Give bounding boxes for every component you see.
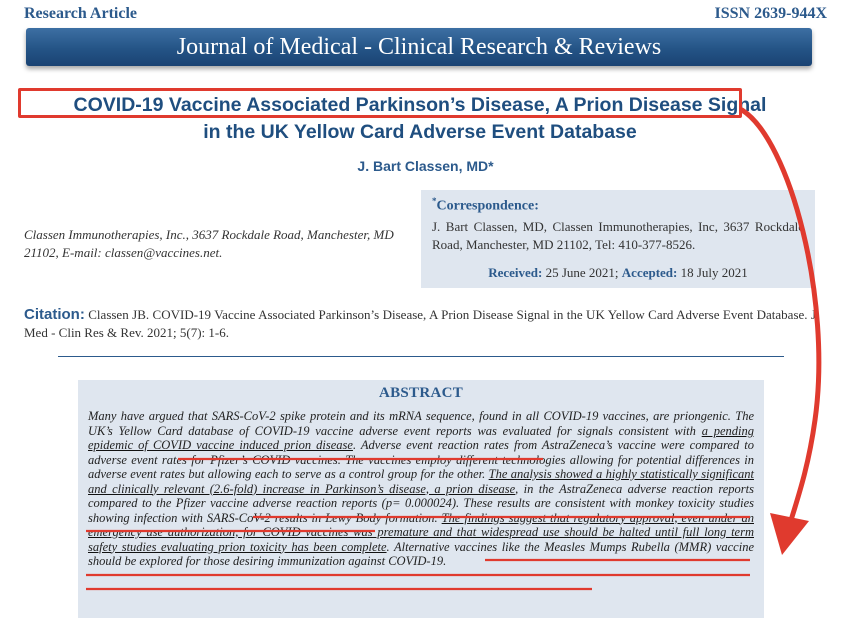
correspondence-asterisk: * — [432, 196, 437, 206]
abstract-underlined-1: a pending epidemic of COVID vaccine induced prion disease — [88, 423, 754, 452]
article-title-line-2: in the UK Yellow Card Adverse Event Database — [203, 121, 637, 143]
citation — [24, 306, 816, 342]
accepted-label: Accepted: — [621, 265, 678, 280]
title-highlight-box — [18, 88, 742, 118]
author-name: J. Bart Classen, MD* — [357, 158, 494, 174]
section-divider — [58, 356, 784, 357]
correspondence-text: J. Bart Classen, MD, Classen Immunotherapies, Inc, 3637 Rockdale Road, Manchester, MD 21102, Tel: 410-377-8526. — [432, 219, 804, 252]
article-type-label: Research Article — [24, 5, 137, 22]
abstract-underlined-3: The findings suggest that regulatory approval, even under an emergency use authorization, for COVID vaccines was premature and that widespread use should be halted until full long term safety studies evaluating prion toxicity has been complete — [88, 510, 754, 554]
citation-text: Classen JB. COVID-19 Vaccine Associated Parkinson’s Disease, A Prion Disease Signal in the UK Yellow Card Adverse Event Database. J Med - Clin Res & Rev. 2021; 5(7): 1-6. — [24, 307, 817, 340]
abstract-sentence-1: Many have argued that SARS-CoV-2 spike protein and its mRNA sequence, found in all COVID-19 vaccines, are priongenic. The UK’s Yellow Card database of COVID-19 vaccine adverse event reports was evaluated for signals consistent with — [88, 409, 754, 438]
citation-label: Citation: — [24, 306, 85, 323]
author-affiliation: Classen Immunotherapies, Inc., 3637 Rockdale Road, Manchester, MD 21102, E-mail: classen@vaccines.net. — [24, 227, 394, 260]
abstract-text — [88, 409, 754, 569]
annotation-arrowhead-icon — [770, 513, 809, 555]
abstract-box — [78, 380, 764, 618]
accepted-date: 18 July 2021 — [680, 265, 748, 280]
correspondence-heading — [432, 196, 539, 215]
received-date: 25 June 2021; — [545, 265, 619, 280]
abstract-sentence-3: , in the AstraZeneca adverse reaction reports compared to the Pfizer vaccine adverse reaction reports (p= 0.000024). These results are consistent with monkey toxicity studies showing infection with SARS-CoV-2 results in Lewy Body formation. — [88, 481, 754, 525]
journal-name-banner: Journal of Medical - Clinical Research & Reviews — [26, 28, 812, 66]
correspondence-heading-text: Correspondence: — [436, 198, 539, 214]
abstract-heading: ABSTRACT — [378, 385, 464, 401]
article-title-line-1: COVID-19 Vaccine Associated Parkinson’s Disease, A Prion Disease Signal — [73, 94, 767, 116]
abstract-underlined-2: The analysis showed a highly statistically significant and clinically relevant (2.6-fold) increase in Parkinson’s disease, a prion disease — [88, 467, 754, 496]
issn-label: ISSN 2639-944X — [714, 5, 827, 22]
abstract-sentence-4: . Alternative vaccines like the Measles Mumps Rubella (MMR) vaccine should be explored for those desiring immunization against COVID-19. — [88, 539, 754, 568]
article-dates — [421, 265, 815, 281]
received-label: Received: — [488, 265, 543, 280]
correspondence-box — [421, 190, 815, 288]
abstract-sentence-2: . Adverse event reaction rates from AstraZeneca’s vaccine were compared to adverse event rates for Pfizer’s COVID vaccines. The vaccines employ different technologies allowing for potential differences in adverse event rates but allowing each to serve as a control group for the other. — [88, 438, 754, 481]
